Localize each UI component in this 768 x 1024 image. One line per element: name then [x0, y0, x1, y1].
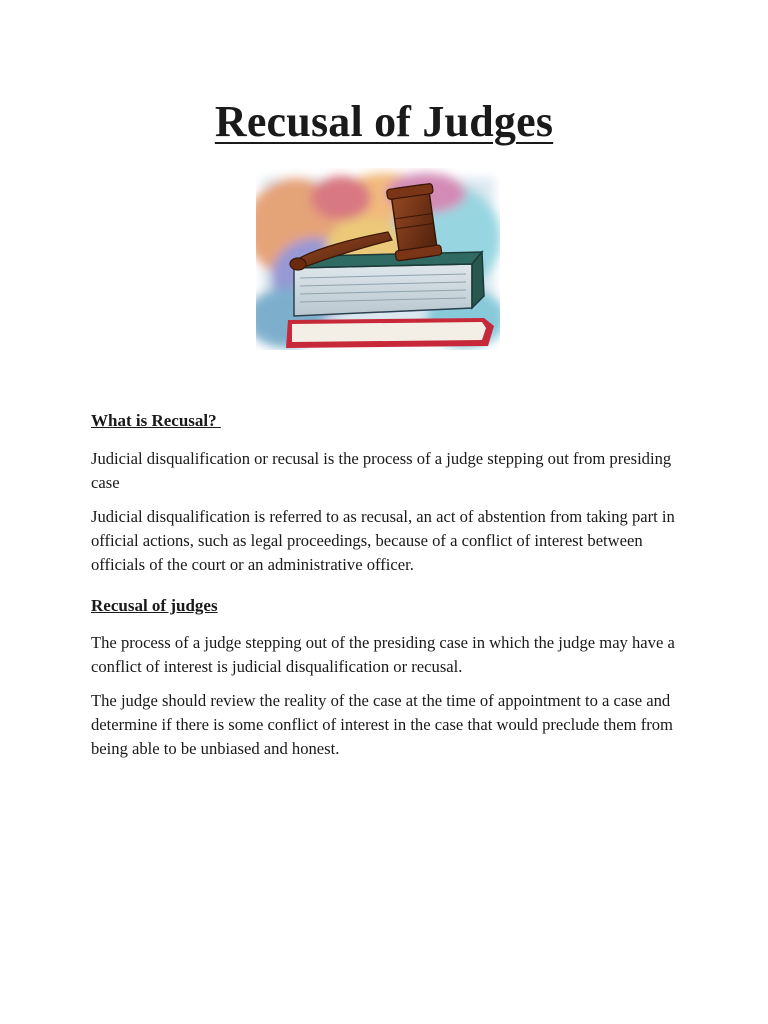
section-heading-what-is-recusal: What is Recusal?: [91, 411, 221, 430]
section-heading-recusal-of-judges: Recusal of judges: [91, 596, 218, 615]
gavel-on-books-icon: [256, 168, 500, 350]
paragraph: Judicial disqualification is referred to as recusal, an act of abstention from taking part in official actions, such as legal proceedings, because of a conflict of interest between officials of the court or an administrative officer.: [91, 507, 675, 574]
paragraph: The process of a judge stepping out of the presiding case in which the judge may have a conflict of interest is judicial disqualification or recusal.: [91, 633, 675, 676]
page-title: Recusal of Judges: [214, 97, 554, 146]
paragraph: The judge should review the reality of the case at the time of appointment to a case and determine if there is some conflict of interest in the case that would preclude them from being able to be unbiased and honest.: [91, 691, 673, 758]
document-body: [91, 408, 691, 771]
paragraph: Judicial disqualification or recusal is the process of a judge stepping out from presiding case: [91, 449, 672, 492]
